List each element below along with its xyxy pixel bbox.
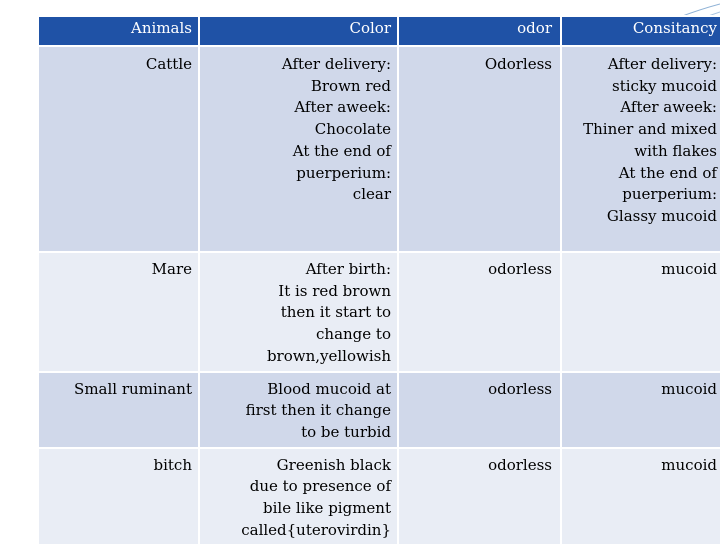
- table-row: [38, 252, 720, 372]
- cell-odor: Odorless: [398, 46, 561, 252]
- cell-odor: odorless: [398, 252, 561, 372]
- cell-color: [199, 46, 398, 252]
- cell-consistency: [561, 372, 720, 448]
- cell-line: brown,yellowish: [266, 346, 391, 365]
- cell-line: At the end of: [618, 163, 717, 182]
- cell-line: with flakes: [634, 141, 717, 160]
- cell-line: called{uterovirdin}: [241, 520, 391, 539]
- cell-line: then it start to: [280, 303, 391, 322]
- cell-line: puerperium:: [296, 163, 391, 182]
- cell-line: bile like pigment: [263, 499, 391, 518]
- cell-line: first then it change: [245, 401, 391, 420]
- cell-color: [199, 252, 398, 372]
- header-row: [38, 16, 720, 46]
- cell-animal: Small ruminant: [38, 372, 199, 448]
- cell-line: After aweek:: [294, 98, 391, 117]
- cell-line: clear: [352, 185, 391, 204]
- cell-line: due to presence of: [249, 477, 391, 496]
- header-animals: Animals: [38, 16, 199, 46]
- cell-line: to be turbid: [301, 422, 391, 441]
- table-row: [38, 372, 720, 448]
- table-row: [38, 448, 720, 546]
- cell-line: mucoid: [661, 379, 717, 398]
- cell-color: [199, 372, 398, 448]
- cell-line: After birth:: [305, 260, 391, 278]
- cell-line: mucoid: [661, 455, 717, 474]
- cell-consistency: [561, 46, 720, 252]
- header-odor: odor: [398, 16, 561, 46]
- cell-line: change to: [316, 325, 391, 344]
- cell-line: Greenish black: [276, 455, 391, 474]
- header-color: Color: [199, 16, 398, 46]
- cell-line: puerperium:: [622, 185, 717, 204]
- cell-color: [199, 448, 398, 546]
- cell-odor: odorless: [398, 372, 561, 448]
- cell-animal: bitch: [38, 448, 199, 546]
- cell-line: Glassy mucoid: [606, 206, 717, 225]
- cell-line: After delivery:: [607, 55, 717, 73]
- cell-line: At the end of: [292, 141, 391, 160]
- cell-line: sticky mucoid: [612, 76, 717, 95]
- table-row: [38, 46, 720, 252]
- cell-odor: odorless: [398, 448, 561, 546]
- lochia-table: [37, 15, 720, 546]
- cell-consistency: [561, 448, 720, 546]
- cell-line: Thiner and mixed: [583, 120, 717, 139]
- cell-line: mucoid: [661, 260, 717, 278]
- cell-line: Chocolate: [314, 120, 391, 139]
- cell-animal: Cattle: [38, 46, 199, 252]
- cell-line: It is red brown: [278, 281, 391, 300]
- header-consistency: Consitancy: [561, 16, 720, 46]
- cell-line: Blood mucoid at: [267, 379, 391, 398]
- cell-animal: Mare: [38, 252, 199, 372]
- cell-line: After aweek:: [620, 98, 717, 117]
- cell-line: Brown red: [310, 76, 391, 95]
- cell-consistency: [561, 252, 720, 372]
- cell-line: After delivery:: [281, 55, 391, 73]
